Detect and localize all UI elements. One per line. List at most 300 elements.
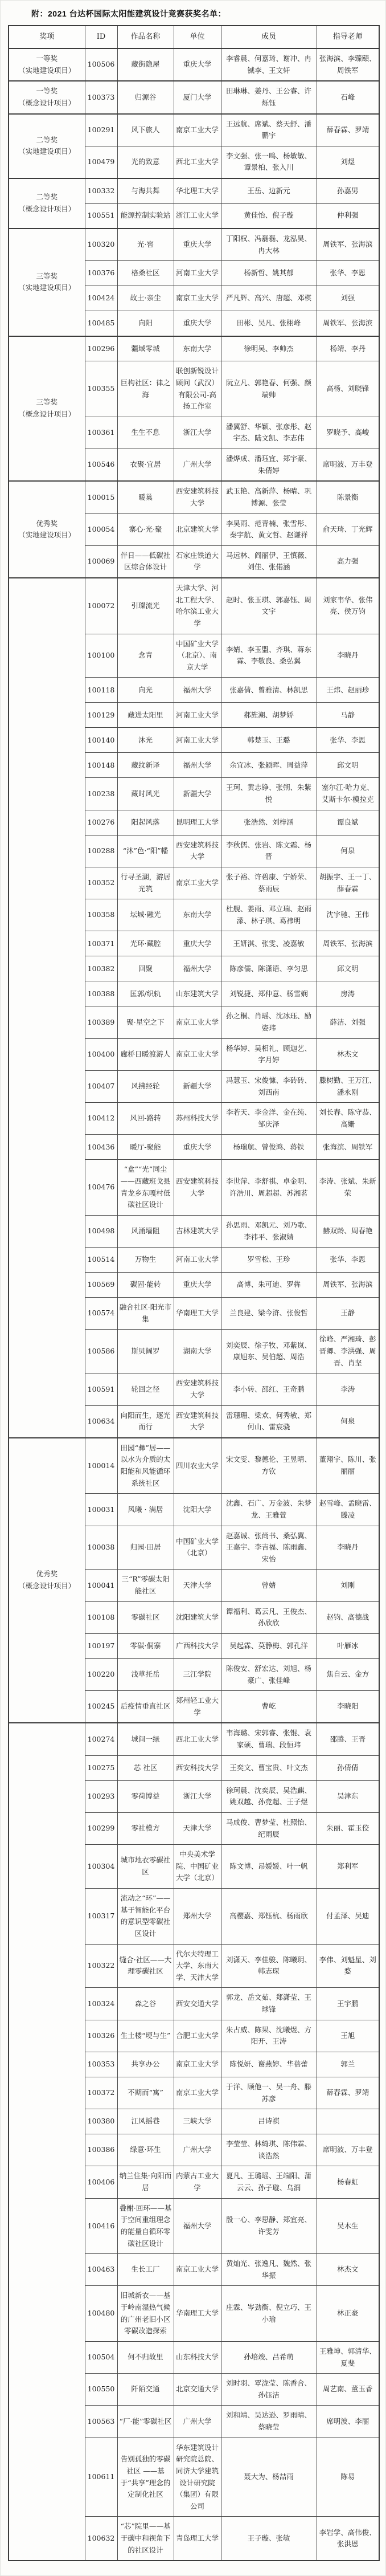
id-cell: 100569 — [85, 1273, 117, 1298]
id-cell: 100514 — [85, 1248, 117, 1273]
id-cell: 100476 — [85, 1160, 117, 1216]
id-cell: 100412 — [85, 1103, 117, 1135]
id-cell: 100634 — [85, 1405, 117, 1438]
unit-cell: 浙江大学 — [174, 1780, 221, 1812]
table-row — [9, 81, 379, 113]
work-title-cell: 寨心·光·聚 — [117, 513, 174, 545]
members-cell: 刘奕辰、徐子牧、邓紫岚、康旭东、吴伯超、周浩 — [221, 1330, 317, 1373]
members-cell: 郭龙、岳文茹、郑潇莹、王球锋 — [221, 1988, 317, 2020]
id-cell: 100108 — [85, 1601, 117, 1633]
award-category: （概念设计项目） — [18, 410, 76, 418]
members-cell: 王远航、席斌、蔡天舒、潘鹏宇 — [221, 114, 317, 146]
unit-cell: 西安科技大学 — [174, 1755, 221, 1780]
advisors-cell: 陈景衡 — [317, 481, 379, 513]
advisors-cell: 郭兰 — [317, 2052, 379, 2077]
unit-cell: 西安建筑科技大学 — [174, 1160, 221, 1216]
work-title-cell: 风拂经轮 — [117, 1070, 174, 1102]
id-cell: 100358 — [85, 899, 117, 931]
unit-cell: 浙江工业大学 — [174, 203, 221, 229]
advisors-cell: 孙倩倩 — [317, 1755, 379, 1780]
unit-cell: 华东建筑设计研究院总院、同济大学建筑设计研究院（集团）有限公司 — [174, 2438, 221, 2517]
work-title-cell: 故土·亲尘 — [117, 286, 174, 311]
advisors-cell: 周铁军、张海滨 — [317, 229, 379, 261]
members-cell: 吕诗祺 — [221, 2109, 317, 2134]
unit-cell: 浙江大学 — [174, 417, 221, 449]
members-cell: 王岳、边新元 — [221, 178, 317, 203]
unit-cell: 郑州大学 — [174, 1889, 221, 1945]
unit-cell: 沈阳建筑大学 — [174, 1601, 221, 1633]
table-header — [9, 26, 379, 48]
table-row — [9, 578, 379, 634]
id-cell: 100324 — [85, 1988, 117, 2020]
advisors-cell: 石峰 — [317, 81, 379, 113]
work-title-cell: 沐光 — [117, 728, 174, 753]
unit-cell: 重庆大学 — [174, 48, 221, 81]
unit-cell: 三江学院 — [174, 1658, 221, 1690]
award-group-cell — [9, 229, 85, 336]
id-cell: 100291 — [85, 114, 117, 146]
id-cell: 100498 — [85, 1215, 117, 1247]
unit-cell: 内蒙古工业大学 — [174, 2166, 221, 2198]
award-group-cell — [9, 48, 85, 81]
work-title-cell: 暖巢 — [117, 481, 174, 513]
unit-cell: 天津大学 — [174, 1570, 221, 1601]
advisors-cell: 周艺南、董玉香 — [317, 2374, 379, 2406]
award-group-cell — [9, 336, 85, 482]
advisors-cell: 周铁军、张海滨 — [317, 1273, 379, 1298]
members-cell: 潘翼舒、华颖、张彦彤、赵宇杰、陆文凯、李志伟 — [221, 417, 317, 449]
id-cell: 100197 — [85, 1633, 117, 1658]
work-title-cell: 与海共舞 — [117, 178, 174, 203]
id-cell: 100372 — [85, 2077, 117, 2109]
members-cell: 高博、朱可迪、罗犇 — [221, 1273, 317, 1298]
unit-cell: 联创新锐设计顾问（武汉）有限公司-高扬工作室 — [174, 361, 221, 417]
id-cell: 100031 — [85, 1494, 117, 1526]
advisors-cell: 邱文明 — [317, 956, 379, 981]
work-title-cell: 念青 — [117, 634, 174, 678]
advisors-cell: 罗晓予、高峻 — [317, 417, 379, 449]
advisors-cell — [317, 2109, 379, 2134]
work-title-cell: “芯”院里——基于碳中和视角下的社区设计 — [117, 2517, 174, 2561]
work-title-cell: 匡郭/织轨 — [117, 981, 174, 1006]
award-group-cell — [9, 114, 85, 179]
award-name: 一等奖 — [36, 54, 58, 63]
work-title-cell: 藏时风光 — [117, 778, 174, 810]
id-cell: 100038 — [85, 1526, 117, 1570]
header-row — [9, 26, 379, 48]
unit-cell: 中央美术学院、中国矿业大学（北京） — [174, 1845, 221, 1889]
award-group-cell — [9, 481, 85, 578]
unit-cell: 昆明理工大学 — [174, 810, 221, 835]
work-title-cell: 风涌墙阻 — [117, 1215, 174, 1247]
work-title-cell: 纳兰住集·向阳而居 — [117, 2166, 174, 2198]
work-title-cell: 绿意·环生 — [117, 2134, 174, 2166]
id-cell: 100304 — [85, 1845, 117, 1889]
advisors-cell: 王雅坤、郭清华、夏斐 — [317, 2341, 379, 2373]
work-title-cell: 向光 — [117, 678, 174, 703]
work-title-cell: 生长工厂 — [117, 2254, 174, 2286]
advisors-cell: 房涛 — [317, 981, 379, 1006]
work-title-cell: 城间一绿 — [117, 1723, 174, 1755]
award-name: 二等奖 — [36, 193, 58, 202]
advisors-cell: 李晓阳 — [317, 1691, 379, 1723]
work-title-cell: 告别孤独的零碳社区 ——基于“共享”理念的定制化社区 — [117, 2438, 174, 2517]
award-name: 优秀奖 — [36, 1570, 58, 1579]
unit-cell: 四川农业大学 — [174, 1438, 221, 1494]
members-cell: 冯慧玉、宋俊慷、李砖砖、刘西南 — [221, 1070, 317, 1102]
unit-cell: 华北理工大学 — [174, 178, 221, 203]
unit-cell: 北京交通大学 — [174, 2374, 221, 2406]
id-cell: 100129 — [85, 703, 117, 728]
members-cell: 马远林、阎丽伊、王慎薇、刘佳、张偌涵 — [221, 545, 317, 578]
unit-cell: 重庆大学 — [174, 311, 221, 336]
work-title-cell: 风曦 · 满居 — [117, 1494, 174, 1526]
members-cell: 雷珊珊、梁欢、何秀敏、郑何山、雷宸骁 — [221, 1405, 317, 1438]
work-title-cell: 廊桥日暖渡游人 — [117, 1038, 174, 1070]
id-cell: 100288 — [85, 835, 117, 867]
advisors-cell: 付孟泽、吴迪 — [317, 1889, 379, 1945]
id-cell: 100238 — [85, 778, 117, 810]
work-title-cell: 三“R”零碳太阳能社区 — [117, 1570, 174, 1601]
id-cell: 100386 — [85, 2134, 117, 2166]
unit-cell: 厦门大学 — [174, 81, 221, 113]
unit-cell: 广州大学 — [174, 449, 221, 482]
members-cell: 余宜冰、张颖晖、周益萍 — [221, 753, 317, 778]
id-cell: 100388 — [85, 981, 117, 1006]
members-cell: 王奕文、曹宝贵、叶文杰 — [221, 1755, 317, 1780]
unit-cell: 南京工业大学 — [174, 1006, 221, 1038]
members-cell: 孙之桐、肖瑶、沈冰珏、励姿玮 — [221, 1006, 317, 1038]
members-cell: 杨华婷、吴相礼、顾迦艺、字月婷 — [221, 1038, 317, 1070]
id-cell: 100299 — [85, 1812, 117, 1844]
work-title-cell: 藏纹新译 — [117, 753, 174, 778]
col-header-award: 奖项 — [9, 26, 85, 48]
id-cell: 100015 — [85, 481, 117, 513]
work-title-cell: 疆域零城 — [117, 336, 174, 361]
unit-cell: 西安建筑科技大学 — [174, 481, 221, 513]
members-cell: 赵时、张玉琪、郭嘉钰、周文宇 — [221, 578, 317, 634]
members-cell: 潘烨成、潘珏宜、郑宇豪、朱倩婷 — [221, 449, 317, 482]
id-cell: 100546 — [85, 449, 117, 482]
work-title-cell: 碳固·能转 — [117, 1273, 174, 1298]
unit-cell: 华南理工大学 — [174, 2286, 221, 2342]
members-cell: 阮立凡、郭艳春、何强、颜端帅 — [221, 361, 317, 417]
work-title-cell: 浅草托岳 — [117, 1658, 174, 1690]
members-cell: 赵嘉诚、张尚书、桑弘翼、王嘉宇、李吉福、陈雨鑫、宋怡 — [221, 1526, 317, 1570]
work-title-cell: 生土楼“埂与生” — [117, 2020, 174, 2052]
advisors-cell: 张华、李恩 — [317, 261, 379, 286]
id-cell: 100320 — [85, 229, 117, 261]
id-cell: 100563 — [85, 2406, 117, 2438]
advisors-cell: 孙嘉男 — [317, 178, 379, 203]
members-cell: 谭福利、葛云凡、王俊杰、孙欣欣 — [221, 1601, 317, 1633]
advisors-cell: 周铁军、张海滨 — [317, 311, 379, 336]
unit-cell: 南京工业大学 — [174, 867, 221, 899]
unit-cell: 青岛理工大学 — [174, 2517, 221, 2561]
work-title-cell: 共享办公 — [117, 2052, 174, 2077]
work-title-cell: 藏进太阳里 — [117, 703, 174, 728]
members-cell: 朱占威、陈果、沈曦煜、方阳开、王涛 — [221, 2020, 317, 2052]
work-title-cell: 田园“彝”居——以水为介质的太阳能和风能循环系统社区 — [117, 1438, 174, 1494]
id-cell: 100014 — [85, 1438, 117, 1494]
unit-cell: 福州大学 — [174, 678, 221, 703]
members-cell: 李若天、李金洋、金在纯、邹庆泽 — [221, 1103, 317, 1135]
advisors-cell: 张海滨、李臻赜、周铁军 — [317, 48, 379, 81]
id-cell: 100463 — [85, 2254, 117, 2286]
unit-cell: 郑州轻工业大学 — [174, 1691, 221, 1723]
work-title-cell: 引璨流光 — [117, 578, 174, 634]
id-cell: 100586 — [85, 1330, 117, 1373]
members-cell: 张子裕、许碧康、宁娇荣、蔡雨辰 — [221, 867, 317, 899]
id-cell: 100373 — [85, 81, 117, 113]
work-title-cell: 阡陌交通 — [117, 2374, 174, 2406]
unit-cell: 中国矿业大学（北京） — [174, 1526, 221, 1570]
id-cell: 100118 — [85, 678, 117, 703]
work-title-cell: 衣聚·宜居 — [117, 449, 174, 482]
unit-cell: 广州大学 — [174, 2134, 221, 2166]
id-cell: 100479 — [85, 146, 117, 178]
members-cell: 孙培竣、吕希萌 — [221, 2341, 317, 2373]
id-cell: 100551 — [85, 203, 117, 229]
work-title-cell: 不期而“寓” — [117, 2077, 174, 2109]
unit-cell: 代尔夫特理工大学、东南大学、天津大学 — [174, 1944, 221, 1988]
unit-cell: 天津大学 — [174, 1812, 221, 1844]
advisors-cell: 吴津东 — [317, 1780, 379, 1812]
work-title-cell: 芯 社区 — [117, 1755, 174, 1780]
unit-cell: 河南工业大学 — [174, 728, 221, 753]
col-header-advisors: 指导老师 — [317, 26, 379, 48]
members-cell: 夏凡、王璐瑶、王端阳、蒲云云、孙子璇、乌润 — [221, 2166, 317, 2198]
unit-cell: 新疆大学 — [174, 1070, 221, 1102]
award-category: （概念设计项目） — [18, 1582, 76, 1591]
advisors-cell: 郑利军 — [317, 1845, 379, 1889]
table-row — [9, 48, 379, 81]
work-title-cell: 归源谷 — [117, 81, 174, 113]
id-cell: 100407 — [85, 1070, 117, 1102]
unit-cell: 河南工业大学 — [174, 261, 221, 286]
unit-cell: 苏州科技大学 — [174, 1103, 221, 1135]
award-group-cell — [9, 578, 85, 1438]
advisors-cell: 沈宇驰、王伟 — [317, 899, 379, 931]
advisors-cell: 赵雪峰、孟晓雷、滕凌 — [317, 1494, 379, 1526]
advisors-cell: 林杰文 — [317, 2254, 379, 2286]
members-cell: 李世萍、李舒祺、卓金明、许浩川、周超超、苏湘茗 — [221, 1160, 317, 1216]
id-cell: 100371 — [85, 931, 117, 956]
unit-cell: 广西科技大学 — [174, 1633, 221, 1658]
members-cell: 杜舰、姜雨、邓立瑞、赵雨濛、林子琪、葛祎明 — [221, 899, 317, 931]
col-header-unit: 单位 — [174, 26, 221, 48]
members-cell: 刘锐捷、郑仲意、杨雪娴 — [221, 981, 317, 1006]
col-header-members: 成员 — [221, 26, 317, 48]
unit-cell: 北京建筑大学 — [174, 513, 221, 545]
advisors-cell: 何泉 — [317, 835, 379, 867]
members-cell: 李昊雨、范青楠、张雪彤、秦宇航、黄文哲、赵谦祥 — [221, 513, 317, 545]
members-cell: 韩楚玉、王璐 — [221, 728, 317, 753]
id-cell: 100436 — [85, 1135, 117, 1160]
members-cell: 吴起霖、莫静梅、郭孔洋 — [221, 1633, 317, 1658]
id-cell: 100632 — [85, 2517, 117, 2561]
advisors-cell: 席明波、万丰登 — [317, 449, 379, 482]
advisors-cell: 胡振宇、王一丁、薛春霖 — [317, 867, 379, 899]
id-cell: 100054 — [85, 513, 117, 545]
advisors-cell: 李涛、张斌、朱新荣 — [317, 1160, 379, 1216]
advisors-cell: 薛春霖、罗靖 — [317, 114, 379, 146]
unit-cell: 福州大学 — [174, 956, 221, 981]
unit-cell: 山东科技大学 — [174, 2341, 221, 2373]
unit-cell: 福州大学 — [174, 753, 221, 778]
unit-cell: 河南工业大学 — [174, 1248, 221, 1273]
id-cell: 100041 — [85, 1570, 117, 1601]
work-title-cell: “厂·能”零碳社区 — [117, 2406, 174, 2438]
work-title-cell: 森之谷 — [117, 1988, 174, 2020]
members-cell: 曹屹 — [221, 1691, 317, 1723]
unit-cell: 东南大学 — [174, 336, 221, 361]
advisors-cell: 王炜、赵丽珍 — [317, 678, 379, 703]
id-cell: 100245 — [85, 1691, 117, 1723]
id-cell: 100611 — [85, 2438, 117, 2517]
id-cell: 100296 — [85, 336, 117, 361]
id-cell: 100220 — [85, 1658, 117, 1690]
work-title-cell: 向阳而生，逐光而行 — [117, 1405, 174, 1438]
advisors-cell: 刘刚 — [317, 1570, 379, 1601]
work-title-cell: 光环·藏腔 — [117, 931, 174, 956]
unit-cell: 西北工业大学 — [174, 1723, 221, 1755]
members-cell: 庄霖、岑劲衡、倪立巧、王小瑜 — [221, 2286, 317, 2342]
unit-cell: 重庆大学 — [174, 1135, 221, 1160]
members-cell: 杨新哲、姚其郁 — [221, 261, 317, 286]
advisors-cell: 徐峰、严湘琦、彭晋卿、李洪强、周晋、肖坚 — [317, 1330, 379, 1373]
work-title-cell: 行寻圣湖，游居光筑 — [117, 867, 174, 899]
id-cell: 100276 — [85, 810, 117, 835]
members-cell: 郝旌潮、胡梦娇 — [221, 703, 317, 728]
award-group-cell — [9, 178, 85, 229]
id-cell: 100382 — [85, 956, 117, 981]
awards-table — [8, 25, 380, 2561]
members-cell: 田琳琳、姜丹、王公睿、许烁钰 — [221, 81, 317, 113]
advisors-cell: 赵钧、高德战 — [317, 1601, 379, 1633]
unit-cell: 西安建筑科技大学 — [174, 835, 221, 867]
id-cell: 100326 — [85, 2020, 117, 2052]
work-title-cell: 风回-路转 — [117, 1103, 174, 1135]
id-cell: 100400 — [85, 1038, 117, 1070]
members-cell: 田彬、吴凡、张栩峰 — [221, 311, 317, 336]
id-cell: 100069 — [85, 545, 117, 578]
members-cell: 李小转、邵红、王奇鹏 — [221, 1373, 317, 1405]
advisors-cell: 杨靖、李丹 — [317, 336, 379, 361]
award-category: （实地建设项目） — [18, 66, 76, 75]
work-title-cell: 回聚 — [117, 956, 174, 981]
members-cell: 陈文博、昂媛媛、叶一帆 — [221, 1845, 317, 1889]
table-row — [9, 1723, 379, 1755]
id-cell: 100504 — [85, 2341, 117, 2373]
advisors-cell: 杨春虹 — [317, 2166, 379, 2198]
advisors-cell: 仲利强 — [317, 203, 379, 229]
id-cell: 100406 — [85, 2166, 117, 2198]
members-cell: 黄灿光、张逸凡、魏然、张华振 — [221, 2254, 317, 2286]
unit-cell: 中国矿业大学（北京）、南京大学 — [174, 634, 221, 678]
unit-cell: 湖南大学 — [174, 1330, 221, 1373]
advisors-cell: 周铁军、张海滨 — [317, 931, 379, 956]
id-cell: 100353 — [85, 2052, 117, 2077]
table-row — [9, 114, 379, 146]
members-cell: 罗雪松、王珍 — [221, 1248, 317, 1273]
table-row — [9, 229, 379, 261]
advisors-cell: 李伟、刘魁星、刘婺 — [317, 1944, 379, 1988]
work-title-cell: 零社模方 — [117, 1812, 174, 1844]
advisors-cell: 邱文明 — [317, 753, 379, 778]
members-cell: 丁阳权、冯磊磊、龙泓昊、冉大林 — [221, 229, 317, 261]
advisors-cell: 滕树勤、王万江、潘永刚 — [317, 1070, 379, 1102]
id-cell: 100072 — [85, 578, 117, 634]
id-cell: 100140 — [85, 728, 117, 753]
work-title-cell: 藏街隐屋 — [117, 48, 174, 81]
work-title-cell: 轮回之径 — [117, 1373, 174, 1405]
advisors-cell: 王旭 — [317, 2020, 379, 2052]
unit-cell: 福州大学 — [174, 2198, 221, 2254]
work-title-cell: 流动之“环”——基于智能化平台的意识型零碳社区设计 — [117, 1889, 174, 1945]
work-title-cell: 何不归故里 — [117, 2341, 174, 2373]
col-header-work-title: 作品名称 — [117, 26, 174, 48]
award-category: （实地建设项目） — [18, 283, 76, 292]
members-cell: 孙思雨、邓凯元、刘乃歌、李祎平、张淑婧 — [221, 1215, 317, 1247]
unit-cell: 重庆大学 — [174, 931, 221, 956]
work-title-cell: 旧城新衣——基于岭南湿热气候的广州老旧小区零碳改造探索 — [117, 2286, 174, 2342]
members-cell: 聂大为、杨喆雨 — [221, 2438, 317, 2517]
work-title-cell: 缝合·社区——大理零碳社区 — [117, 1944, 174, 1988]
table-row — [9, 178, 379, 203]
work-title-cell: 叠榭·回环——基于空间重组理念的能量自循环零碳社区设计 — [117, 2198, 174, 2254]
members-cell: 殷一心、李思静、郑宜亮、许雯芳 — [221, 2198, 317, 2254]
advisors-cell: 焦自云、金方 — [317, 1658, 379, 1690]
id-cell: 100376 — [85, 261, 117, 286]
members-cell: 张浩然、刘梓涵 — [221, 810, 317, 835]
advisors-cell: 高力强 — [317, 545, 379, 578]
members-cell: 兰良建、梁今浒、张俊哲 — [221, 1298, 317, 1330]
advisors-cell: 刘强 — [317, 286, 379, 311]
advisors-cell: 赫双龄、周春艳 — [317, 1215, 379, 1247]
id-cell: 100380 — [85, 2109, 117, 2134]
award-name: 优秀奖 — [36, 519, 58, 528]
unit-cell: 南京工业大学 — [174, 286, 221, 311]
work-title-cell: 格桑社区 — [117, 261, 174, 286]
work-title-cell: 光·窖 — [117, 229, 174, 261]
id-cell: 100424 — [85, 286, 117, 311]
members-cell: 刘时羽、覃泷莹、陈香合、孙钰洁 — [221, 2374, 317, 2406]
members-cell: 沈鑫、石广、万金波、朱梦龙、王雅萱 — [221, 1494, 317, 1526]
work-title-cell: 坛城·融光 — [117, 899, 174, 931]
unit-cell: 吉林建筑大学 — [174, 1215, 221, 1247]
members-cell: 武玉艳、高新萍、杨晴、巩博源、张莹 — [221, 481, 317, 513]
work-title-cell: 阳起风落 — [117, 810, 174, 835]
id-cell: 100352 — [85, 867, 117, 899]
id-cell: 100100 — [85, 634, 117, 678]
work-title-cell: 归园·田居 — [117, 1526, 174, 1570]
members-cell: 于洋、顾他一、吴一舟、滕苏彦 — [221, 2077, 317, 2109]
members-cell: 王妍淇、张雯、凌嘉敏 — [221, 931, 317, 956]
work-title-cell: 斯贝阔罗 — [117, 1330, 174, 1373]
advisors-cell: 李岩学、高伟俊、张洪恩 — [317, 2517, 379, 2561]
id-cell: 100274 — [85, 1723, 117, 1755]
work-title-cell: 光的致意 — [117, 146, 174, 178]
id-cell: 100485 — [85, 311, 117, 336]
members-cell: 高樱嘉、郑钰杭、杨雨欣 — [221, 1889, 317, 1945]
table-row — [9, 481, 379, 513]
col-header-id: ID — [85, 26, 117, 48]
award-name: 三等奖 — [36, 398, 58, 407]
id-cell: 100355 — [85, 361, 117, 417]
advisors-cell: 李晓丹 — [317, 634, 379, 678]
work-title-cell: 聚·星空之下 — [117, 1006, 174, 1038]
